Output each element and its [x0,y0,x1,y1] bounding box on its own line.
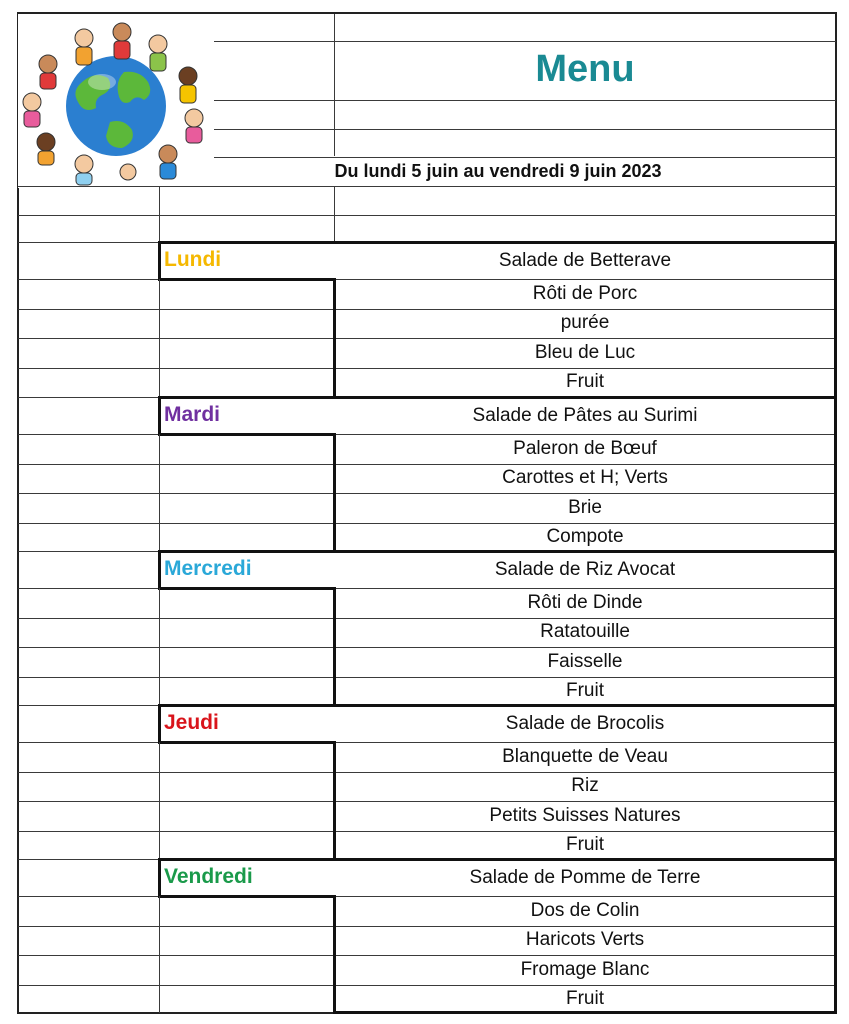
grid-line [334,186,335,242]
grid-line [160,677,334,678]
day-block-border [158,704,161,743]
dish-item: Compote [546,526,624,548]
dish-item: Salade de Pomme de Terre [469,866,701,888]
dish-item: Carottes et H; Verts [502,467,668,489]
dish-item: Fruit [566,834,604,856]
grid-line [160,985,334,986]
grid-line [18,186,836,187]
grid-line [160,338,334,339]
grid-line [160,464,334,465]
date-range: Du lundi 5 juin au vendredi 9 juin 2023 [334,161,662,181]
grid-line [18,215,836,216]
grid-line [335,926,835,927]
grid-line [18,742,159,743]
dish-item: Salade de Brocolis [505,712,665,734]
day-block-border [158,433,336,436]
dish-item: Brie [568,496,602,518]
day-label-mercredi: Mercredi [164,557,252,580]
grid-line [159,434,160,551]
day-label-lundi: Lundi [164,248,222,271]
grid-line [335,464,835,465]
dish-item: Rôti de Porc [532,282,638,304]
dish-item: Haricots Verts [525,929,645,951]
grid-line [18,493,159,494]
grid-line [18,551,158,552]
page-title: Menu [535,48,635,90]
dish-item: Ratatouille [540,621,630,643]
day-block-border [158,278,336,281]
grid-line [160,647,334,648]
dish-item: Salade de Betterave [498,249,672,271]
grid-line [159,896,160,1013]
grid-line [18,242,158,243]
day-label-jeudi: Jeudi [164,711,219,734]
grid-line [335,368,835,369]
grid-line [160,368,334,369]
grid-line [18,464,159,465]
dish-item: Salade de Riz Avocat [494,558,676,580]
grid-line [335,896,835,897]
dish-item: Riz [571,775,599,797]
day-block-border [158,396,161,435]
grid-line [18,279,159,280]
grid-line [18,772,159,773]
grid-line [18,705,158,706]
day-block-border [158,241,161,280]
grid-line [159,742,160,859]
grid-line [18,896,159,897]
grid-line [18,338,159,339]
grid-line [335,955,835,956]
dish-item: Paleron de Bœuf [513,437,657,459]
grid-line [335,588,835,589]
grid-line [335,523,835,524]
day-block-border [333,1011,837,1014]
dish-item: Petits Suisses Natures [489,804,681,826]
grid-line [214,100,836,101]
grid-line [335,742,835,743]
grid-line [159,588,160,705]
grid-line [18,831,159,832]
dish-item: Rôti de Dinde [527,591,643,613]
day-block-border [158,858,837,861]
grid-line [18,926,159,927]
day-block-border [158,396,837,399]
grid-line [214,129,836,130]
grid-line [335,309,835,310]
grid-line [160,801,334,802]
grid-line [18,618,159,619]
day-block-border [158,550,837,553]
dish-item: Dos de Colin [530,899,640,921]
grid-line [160,831,334,832]
grid-line [214,41,836,42]
grid-line [335,801,835,802]
grid-line [160,772,334,773]
dish-item: Fromage Blanc [520,958,650,980]
dish-item: Salade de Pâtes au Surimi [472,404,698,426]
day-block-border [158,895,336,898]
grid-line [335,831,835,832]
grid-line [18,677,159,678]
grid-line [335,434,835,435]
dish-item: Fruit [566,988,604,1010]
day-block-border [158,741,336,744]
grid-line [18,397,158,398]
grid-line [335,338,835,339]
dish-item: Bleu de Luc [534,341,636,363]
day-block-border [158,587,336,590]
grid-line [18,955,159,956]
grid-line [160,309,334,310]
day-label-mardi: Mardi [164,403,221,426]
grid-line [335,647,835,648]
grid-line [18,368,159,369]
dish-item: Blanquette de Veau [502,745,668,767]
grid-line [335,618,835,619]
grid-line [160,493,334,494]
dish-item: Faisselle [547,650,623,672]
day-block-border [158,858,161,897]
dish-item: Fruit [566,680,604,702]
grid-line [160,926,334,927]
grid-line [160,618,334,619]
grid-line [335,493,835,494]
day-block-border [158,704,837,707]
grid-line [160,523,334,524]
dish-item: Fruit [566,371,604,393]
grid-line [159,186,160,242]
grid-line [335,279,835,280]
grid-line [18,647,159,648]
dish-item: purée [560,312,610,334]
grid-line [18,801,159,802]
grid-line [18,309,159,310]
day-block-border [158,550,161,589]
grid-line [18,859,158,860]
grid-line [18,523,159,524]
grid-line [335,985,835,986]
grid-line [160,955,334,956]
grid-line [159,279,160,397]
day-block-border [158,241,837,244]
grid-line [335,677,835,678]
grid-line [18,434,159,435]
day-label-vendredi: Vendredi [164,865,253,888]
grid-line [18,588,159,589]
grid-line [214,157,836,158]
grid-line [18,985,159,986]
grid-line [335,772,835,773]
